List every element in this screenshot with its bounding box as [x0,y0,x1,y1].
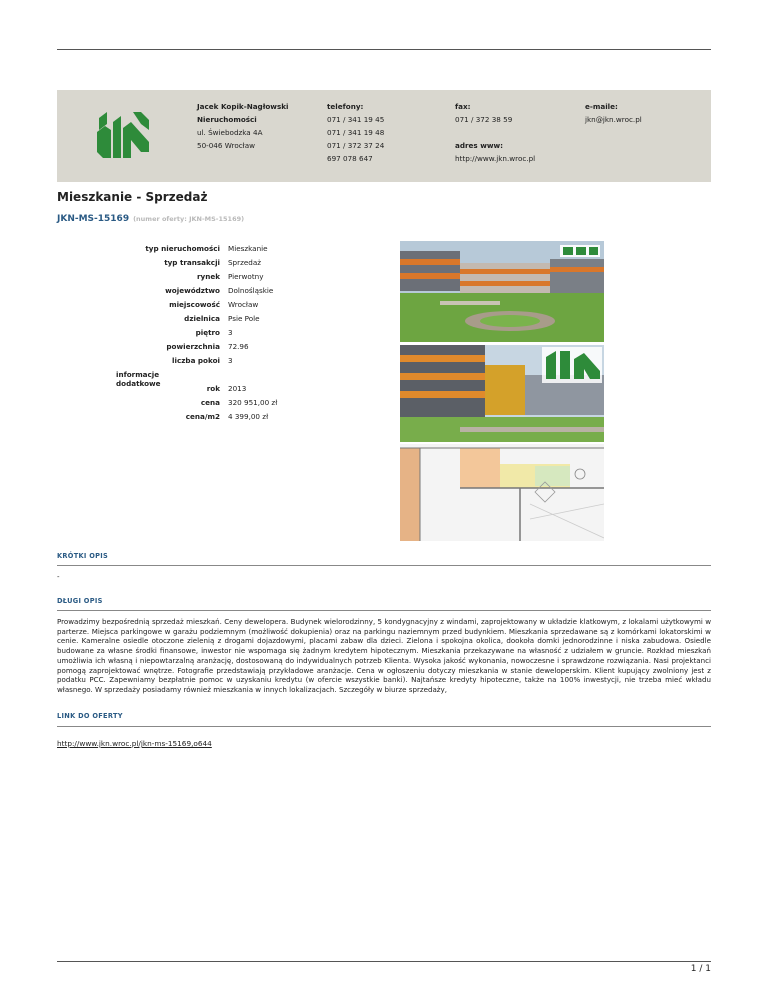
extra-value: 4 399,00 zł [228,412,269,421]
company-subtitle: Nieruchomości [197,115,257,124]
short-desc-rule [57,565,711,566]
long-desc-text: Prowadzimy bezpośrednią sprzedaż mieszkań. Ceny dewelopera. Budynek wielorodzinny, 5 kondygnacyjny z windami, zaprojektowany w układzie klatkowym, z lokalami użytkowymi w parterze. Miejsca parkingowe w garażu podziemnym (możliwość dokupienia) oraz na parkingu naziemnym przed budynkiem. Mieszkania sprzedawane są z komórkami lokatorskimi w cenie. Kameralne osiedle otoczone zielenią z drogami dojazdowymi, placami zabaw dla dzieci. Zielona i spokojna okolica, dookoła domki jednorodzinne i niska zabudowa. Osiedle budowane za własne środki finansowe, inwestor nie wspomaga się żadnym kredytem hipotecznym. Mieszkania przekazywane na własność z udziałem w gruncie. Rozkład mieszkań umożliwia ich własną i niepowtarzalną aranżację, dostosowaną do indywidualnych potrzeb Klienta. Wysoka jakość wykonania, nowoczesne i sprawdzone rozwiązania. Nasi projektanci pomogą zaprojektować wnętrze. Fotografie przedstawiają przykładowe aranżacje. Cena w ogłoszeniu dotyczy mieszkania w stanie deweloperskim. Klient kupujący zwolniony jest z podatku PCC. Zapewniamy bezpłatnie pomoc w uzyskaniu kredytu (w ofercie wszystkie banki). Najtańsze kredyty hipoteczne, także na 100% inwestycji, nie trzeba mieć wkładu własnego. W sprzedaży posiadamy również mieszkania w innych lokalizacjach. Szczegóły w biurze sprzedaży, [57,617,711,694]
prop-label: dzielnica [184,314,220,323]
email-link[interactable]: jkn@jkn.wroc.pl [585,115,642,124]
extra-label: cena [200,398,220,407]
offer-link-label: LINK DO OFERTY [57,712,123,720]
agency-header [57,90,711,182]
jkn-logo [97,112,149,158]
offer-link[interactable]: http://www.jkn.wroc.pl/jkn-ms-15169,o644 [57,739,212,748]
fax-number: 071 / 372 38 59 [455,115,513,124]
short-desc-text: - [57,573,60,581]
bottom-rule [57,961,711,962]
prop-value: Wrocław [228,300,259,309]
offer-code: JKN-MS-15169 [57,214,130,224]
prop-label: miejscowość [169,300,220,309]
long-desc-label: DŁUGI OPIS [57,597,103,605]
prop-label: typ transakcji [164,258,220,267]
floor-plan-image [400,444,604,541]
company-city: 50-046 Wrocław [197,141,255,150]
extra-info-heading: informacje dodatkowe [116,370,161,388]
prop-label: piętro [195,328,220,337]
offer-number-note: (numer oferty: JKN-MS-15169) [133,215,245,223]
company-name: Jacek Kopik-Nagłowski [197,102,289,111]
prop-value: Mieszkanie [228,244,268,253]
offer-link-rule [57,726,711,727]
prop-value: Pierwotny [228,272,264,281]
phone-4: 697 078 647 [327,154,373,163]
top-rule [57,49,711,50]
page-number: 1 / 1 [690,964,711,974]
prop-label: liczba pokoi [172,356,220,365]
phone-1: 071 / 341 19 45 [327,115,385,124]
extra-value: 2013 [228,384,247,393]
phones-label: telefony: [327,102,364,111]
phone-2: 071 / 341 19 48 [327,128,385,137]
prop-label: powierzchnia [166,342,220,351]
extra-label: rok [206,384,220,393]
prop-label: województwo [165,286,220,295]
fax-www-column [455,100,535,165]
prop-label: rynek [196,272,220,281]
prop-value: 72.96 [228,342,249,351]
prop-value: 3 [228,328,233,337]
prop-value: Psie Pole [228,314,260,323]
www-label: adres www: [455,141,503,150]
phones-column [327,100,384,165]
email-label: e-maile: [585,102,618,111]
phone-3: 071 / 372 37 24 [327,141,385,150]
estate-photo-2 [400,345,604,442]
short-desc-label: KRÓTKI OPIS [57,552,109,560]
company-street: ul. Świebodzka 4A [197,128,263,137]
email-column [585,100,642,126]
fax-label: fax: [455,102,471,111]
www-link[interactable]: http://www.jkn.wroc.pl [455,154,536,163]
prop-label: typ nieruchomości [145,244,220,253]
prop-value: Dolnośląskie [228,286,274,295]
long-desc-rule [57,610,711,611]
offer-id [57,214,244,224]
estate-photo-1 [400,241,604,342]
listing-title: Mieszkanie - Sprzedaż [57,190,208,204]
extra-label: cena/m2 [185,412,220,421]
company-column [197,100,288,152]
prop-value: Sprzedaż [228,258,262,267]
extra-value: 320 951,00 zł [228,398,278,407]
prop-value: 3 [228,356,233,365]
